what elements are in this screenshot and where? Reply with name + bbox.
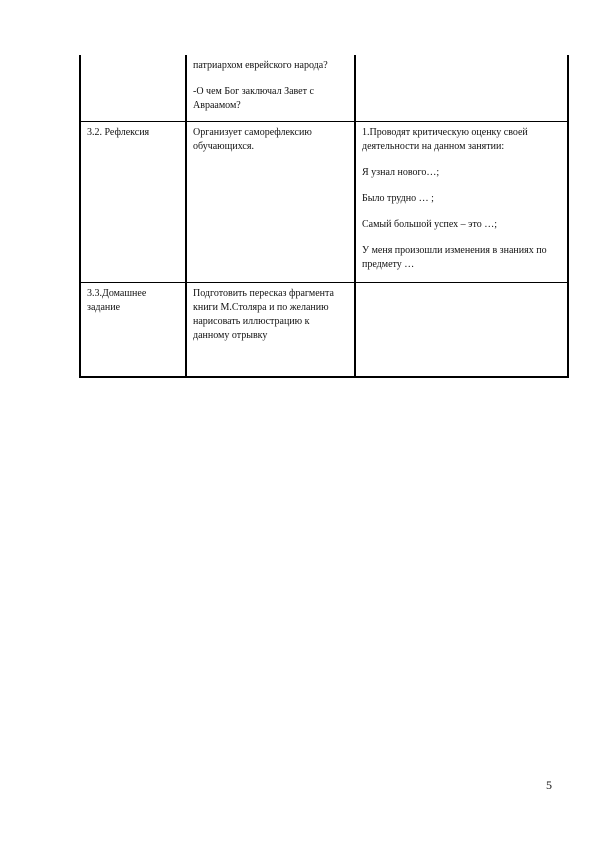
student-text: 1.Проводят критическую оценку своей деятельности на данном занятии: xyxy=(362,127,528,152)
student-text: Было трудно … ; xyxy=(362,193,434,204)
stage-cell xyxy=(80,283,186,378)
lesson-plan-table xyxy=(79,55,569,378)
student-activity-cell xyxy=(355,55,568,122)
stage-label: 3.3.Домашнее задание xyxy=(87,288,147,313)
student-activity-cell xyxy=(355,283,568,378)
teacher-text: Подготовить пересказ фрагмента книги М.Столяра и по желанию нарисовать иллюстрацию к данному отрывку xyxy=(193,288,334,341)
teacher-text: патриархом еврейского народа? xyxy=(193,60,328,71)
teacher-activity-cell xyxy=(186,283,355,378)
teacher-text: Организует саморефлексию обучающихся. xyxy=(193,127,312,152)
teacher-activity-cell xyxy=(186,55,355,122)
teacher-activity-cell xyxy=(186,122,355,283)
stage-label: 3.2. Рефлексия xyxy=(87,127,150,138)
table-row xyxy=(80,55,568,122)
student-activity-cell xyxy=(355,122,568,283)
stage-cell xyxy=(80,55,186,122)
student-text: Самый большой успех – это …; xyxy=(362,219,497,230)
table-row xyxy=(80,122,568,283)
page-number: 5 xyxy=(546,778,552,792)
student-text: У меня произошли изменения в знаниях по предмету … xyxy=(362,245,547,270)
student-text: Я узнал нового…; xyxy=(362,167,440,178)
table-row xyxy=(80,283,568,378)
teacher-text: -О чем Бог заключал Завет с Авраамом? xyxy=(193,86,314,111)
stage-cell xyxy=(80,122,186,283)
